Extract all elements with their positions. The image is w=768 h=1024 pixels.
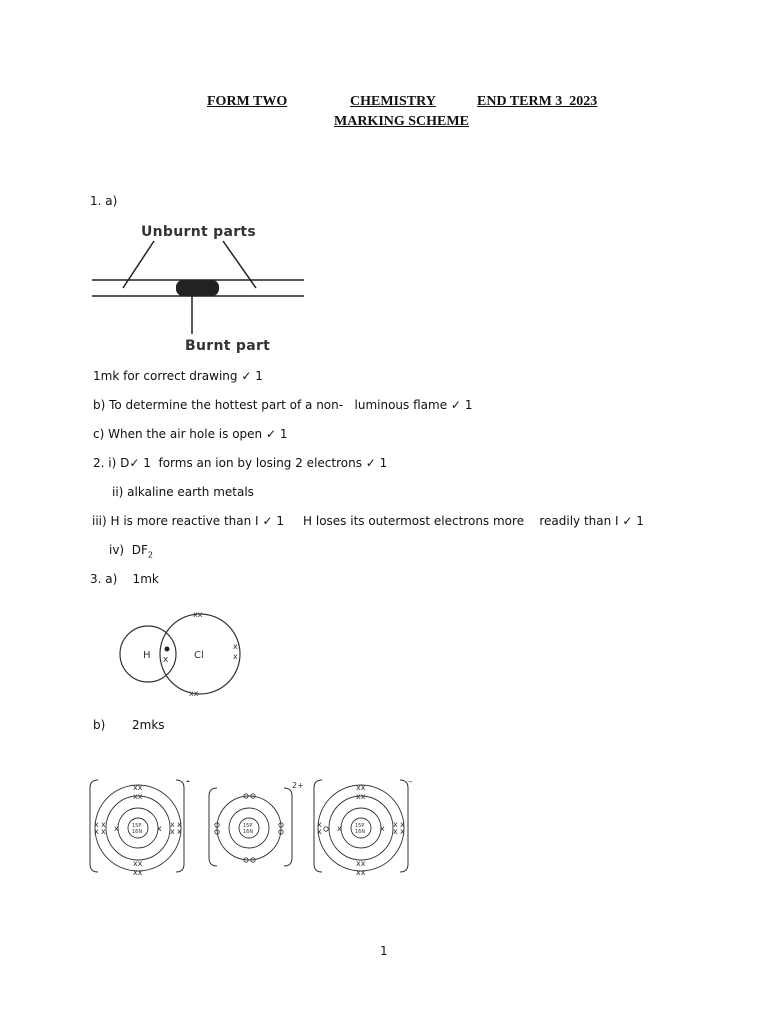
svg-text:x: x (337, 824, 342, 833)
flame-test-diagram (88, 236, 310, 342)
svg-text:xx: xx (133, 792, 143, 801)
svg-text:x: x (94, 827, 99, 836)
pointer-unburnt-left (123, 241, 154, 288)
cl-label: Cl (194, 650, 204, 661)
svg-text:16N: 16N (355, 829, 366, 835)
charge-2: 2+ (292, 781, 304, 790)
burnt-region (176, 280, 219, 296)
svg-text:xx: xx (193, 610, 203, 619)
header-form: FORM TWO (207, 94, 288, 109)
svg-text:x: x (380, 824, 385, 833)
svg-text:xx: xx (356, 783, 366, 792)
label-burnt-part: Burnt part (185, 338, 271, 354)
ion-diagram-2 (209, 781, 304, 866)
ion-diagram-3 (314, 777, 413, 877)
svg-text:15P: 15P (355, 823, 365, 829)
svg-text:xx: xx (189, 689, 199, 698)
q2-i: 2. i) D✓ 1 forms an ion by losing 2 electrons ✓ 1 (93, 456, 388, 470)
q1-line-b: b) To determine the hottest part of a non- luminous flame ✓ 1 (93, 398, 473, 412)
svg-text:x: x (94, 820, 99, 829)
svg-text:xx: xx (356, 792, 366, 801)
ion-diagram-1 (90, 777, 190, 877)
svg-text:x: x (317, 827, 322, 836)
ion-structures-diagram (88, 774, 418, 878)
svg-text:xx: xx (133, 783, 143, 792)
h-label: H (143, 650, 151, 661)
svg-text:x: x (177, 820, 182, 829)
page-number: 1 (380, 944, 388, 958)
hcl-dot-cross-diagram (112, 604, 252, 704)
charge-3: – (408, 777, 413, 787)
svg-text:xx: xx (356, 859, 366, 868)
tick-mark: ✓ (365, 456, 376, 470)
svg-text:xx: xx (133, 868, 143, 877)
shared-dot-electron (165, 647, 170, 652)
svg-text:x: x (233, 652, 238, 661)
svg-text:16N: 16N (132, 829, 143, 835)
svg-text:x: x (400, 827, 405, 836)
svg-text:x: x (101, 827, 106, 836)
tick-mark: ✓ (265, 427, 277, 441)
svg-text:xx: xx (133, 859, 143, 868)
label-unburnt-parts: Unburnt parts (141, 224, 257, 240)
header-subject: CHEMISTRY (350, 94, 436, 109)
q3-b: b) 2mks (93, 718, 165, 732)
q3-a: 3. a) 1mk (90, 572, 159, 586)
header-exam: END TERM 3 2023 (477, 94, 598, 109)
svg-text:x: x (170, 827, 175, 836)
svg-text:x: x (170, 820, 175, 829)
svg-text:x: x (393, 820, 398, 829)
charge-1: - (186, 777, 190, 787)
svg-text:16N: 16N (243, 829, 254, 835)
tick-mark: ✓ (241, 369, 252, 383)
q1-line-a: 1mk for correct drawing ✓ 1 (93, 369, 263, 383)
svg-text:x: x (157, 824, 162, 833)
tick-mark: ✓ (622, 514, 633, 528)
q2-ii: ii) alkaline earth metals (112, 485, 254, 499)
pointer-unburnt-right (223, 241, 256, 288)
tick-mark: ✓ (129, 456, 140, 470)
svg-text:x: x (114, 824, 119, 833)
q2-iv: iv) $DF_2$ (109, 543, 153, 560)
header-subtitle: MARKING SCHEME (334, 114, 469, 129)
svg-text:xx: xx (356, 868, 366, 877)
q1-number: 1. a) (90, 194, 118, 208)
svg-text:x: x (233, 642, 238, 651)
q1-line-c: c) When the air hole is open ✓ 1 (93, 427, 288, 441)
svg-text:x: x (101, 820, 106, 829)
svg-text:x: x (393, 827, 398, 836)
svg-text:x: x (317, 820, 322, 829)
tick-mark: ✓ (450, 398, 461, 412)
svg-text:15P: 15P (243, 823, 253, 829)
q2-iii: iii) H is more reactive than I ✓ 1 H loses its outermost electrons more readily than I ✓ 1 (92, 514, 644, 528)
svg-text:x: x (177, 827, 182, 836)
svg-text:x: x (163, 655, 169, 665)
svg-text:15P: 15P (132, 823, 142, 829)
svg-text:x: x (400, 820, 405, 829)
tick-mark: ✓ (262, 514, 273, 528)
